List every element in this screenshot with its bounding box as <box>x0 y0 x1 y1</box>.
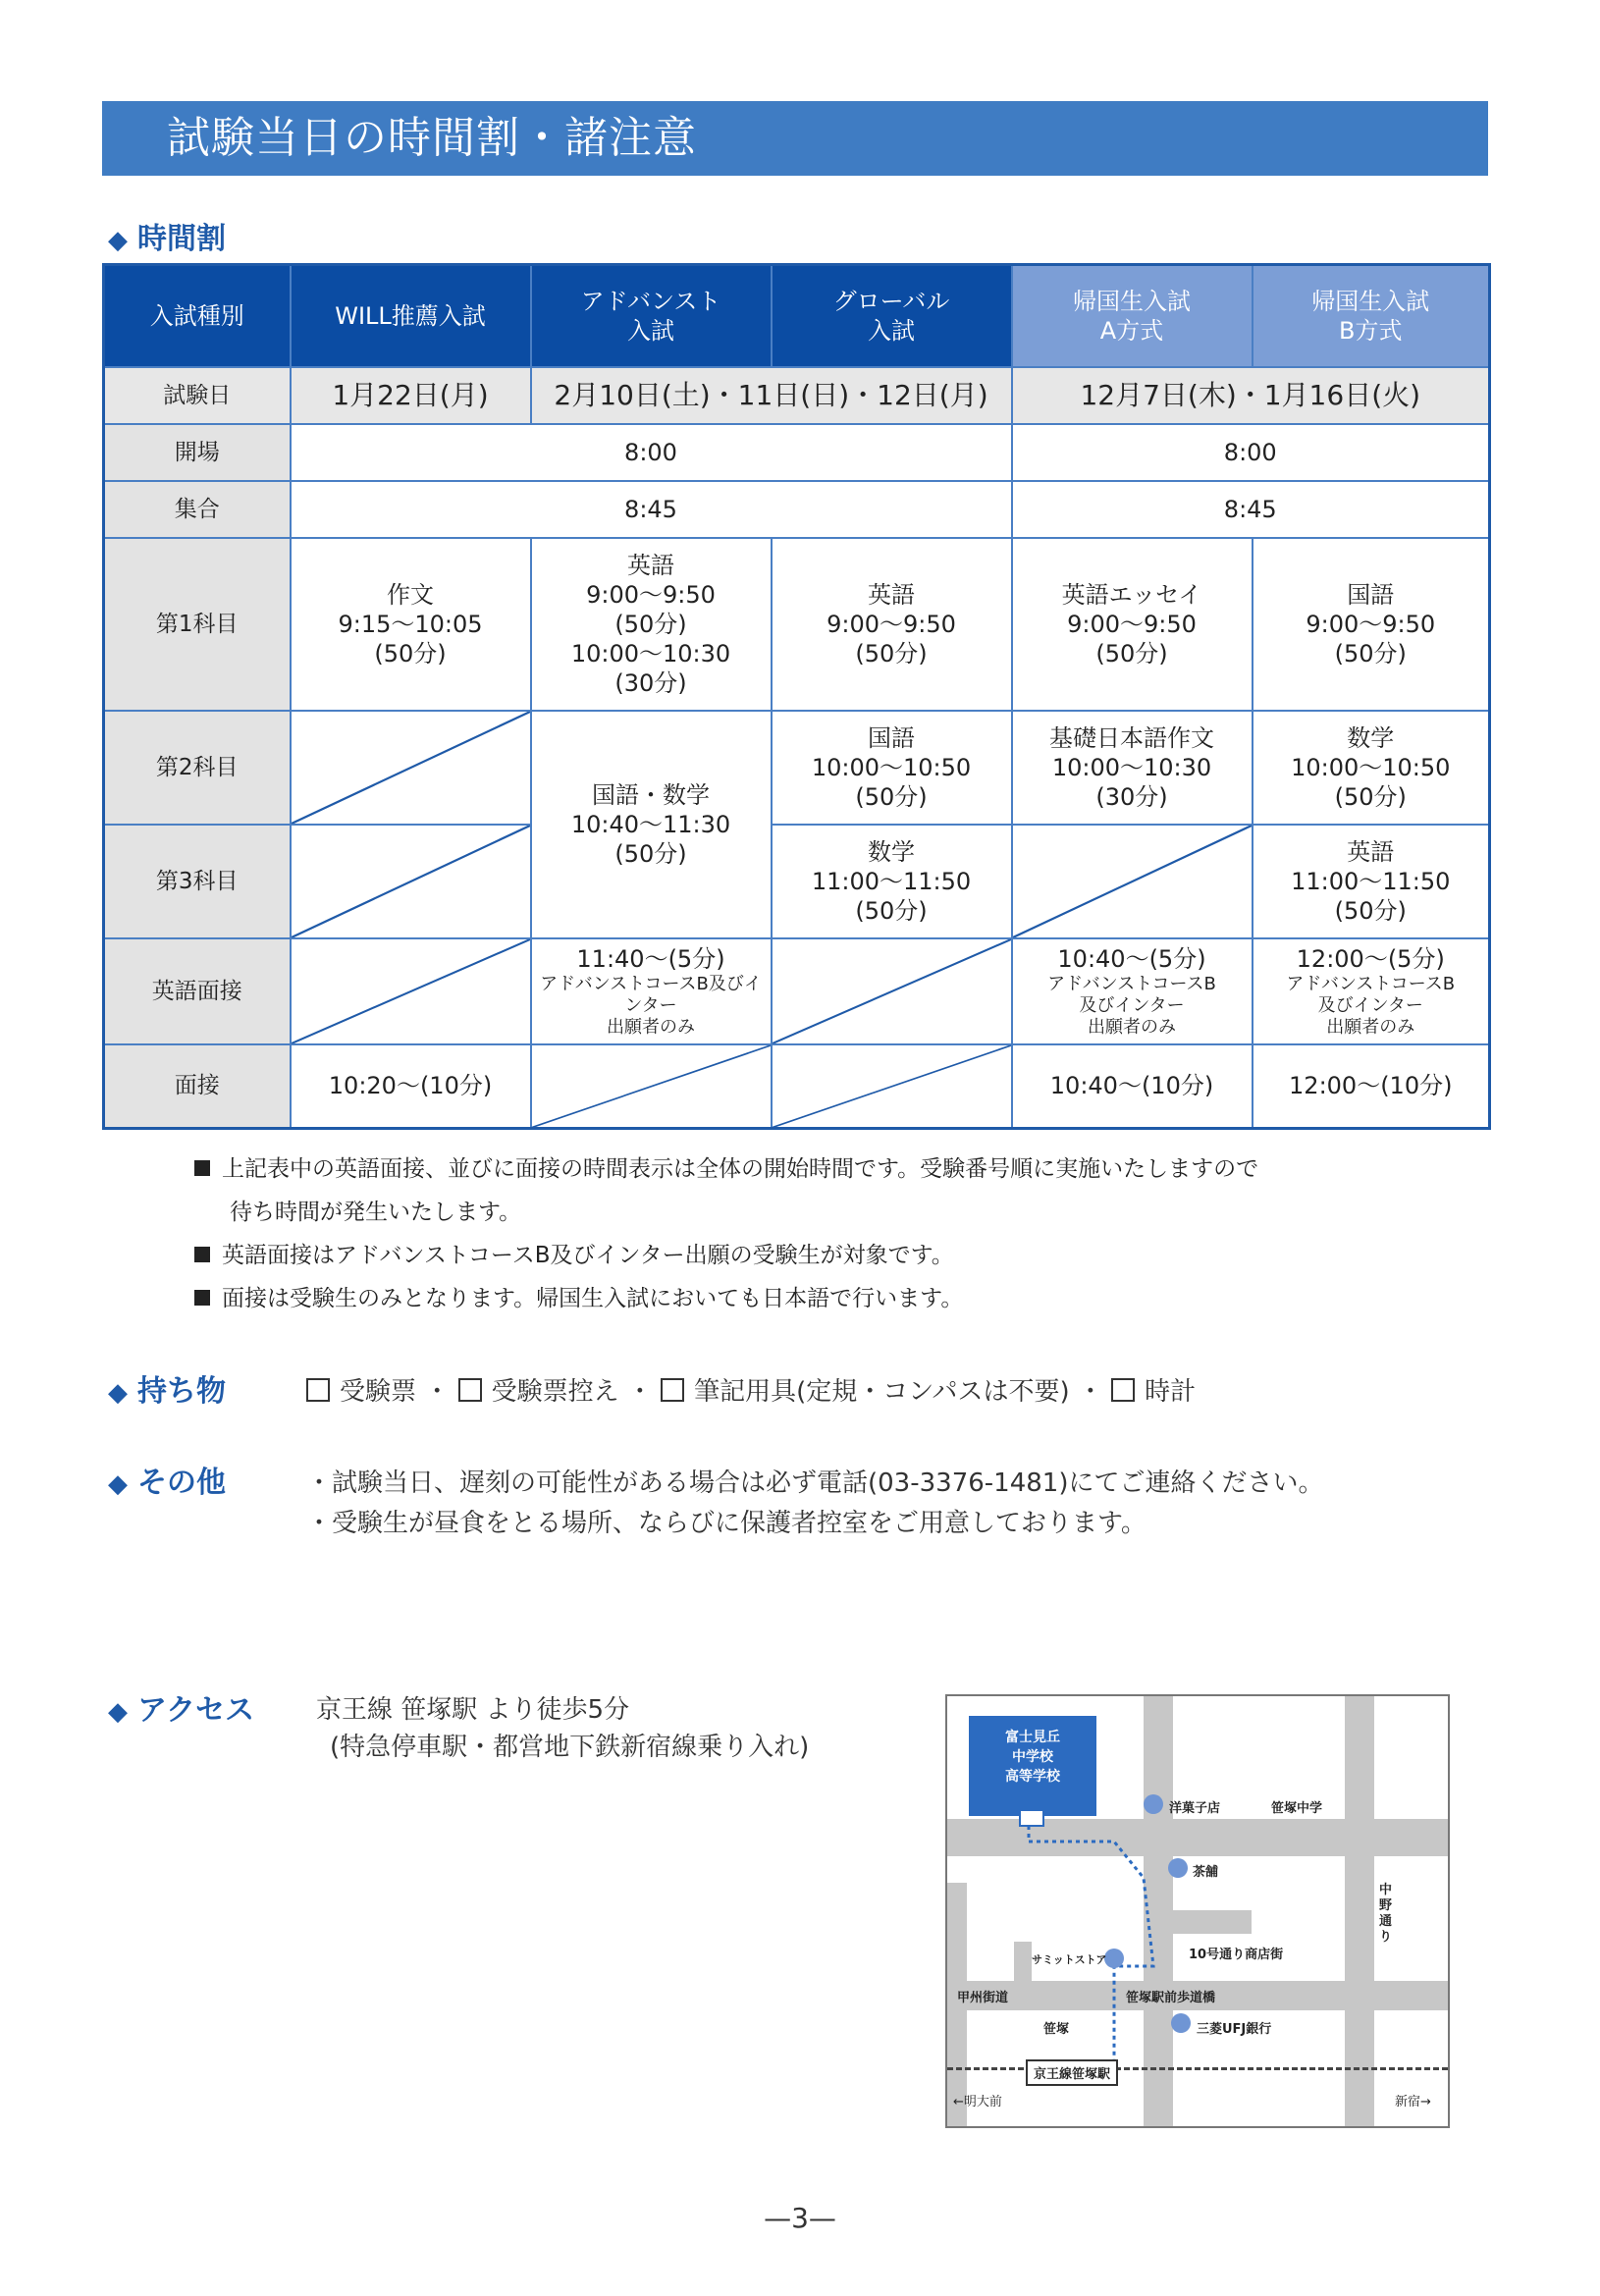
timetable-heading: ◆ 時間割 <box>108 222 226 256</box>
ei-will-empty <box>291 938 531 1044</box>
map-label-ekimae: 笹塚駅前歩道橋 <box>1126 1991 1216 2005</box>
s2-kikoku-a: 基礎日本語作文 10:00〜10:30 (30分) <box>1012 711 1253 825</box>
label-interview: 面接 <box>104 1044 291 1129</box>
checkbox-icon <box>458 1378 482 1402</box>
eng-interview-row <box>104 938 1490 1044</box>
date-row <box>104 367 1490 424</box>
s3-kikoku-a-empty <box>1012 825 1253 938</box>
iv-advanced-empty <box>531 1044 772 1129</box>
diagonal-slash <box>292 826 530 937</box>
date-kikoku: 12月7日(木)・1月16日(火) <box>1012 367 1490 424</box>
open-row <box>104 424 1490 481</box>
note-3: 面接は受験生のみとなります。帰国生入試においても日本語で行います。 <box>194 1277 963 1320</box>
other-heading: ◆ その他 <box>108 1466 226 1500</box>
open-left: 8:00 <box>291 424 1012 481</box>
map-label-tea: 茶舗 <box>1193 1865 1219 1880</box>
s1-advanced: 英語 9:00〜9:50 (50分) 10:00〜10:30 (30分) <box>531 538 772 711</box>
other-line-1: ・試験当日、遅刻の可能性がある場合は必ず電話(03-3376-1481)にてご連絡ください。 <box>306 1468 1324 1498</box>
iv-global-empty <box>772 1044 1012 1129</box>
square-bullet-icon <box>194 1247 210 1262</box>
s2-global: 国語 10:00〜10:50 (50分) <box>772 711 1012 825</box>
diagonal-slash <box>1013 826 1252 937</box>
diagonal-slash <box>292 712 530 824</box>
ei-advanced: 11:40〜(5分) アドバンストコースB及びインター 出願者のみ <box>531 938 772 1044</box>
s1-global: 英語 9:00〜9:50 (50分) <box>772 538 1012 711</box>
map-dot <box>1144 1794 1163 1814</box>
map-dot <box>1171 2013 1191 2033</box>
iv-will: 10:20〜(10分) <box>291 1044 531 1129</box>
iv-kikoku-b: 12:00〜(10分) <box>1253 1044 1490 1129</box>
label-subject1: 第1科目 <box>104 538 291 711</box>
square-bullet-icon <box>194 1160 210 1176</box>
access-line-1: 京王線 笹塚駅 より徒歩5分 <box>316 1695 630 1725</box>
checkbox-icon <box>1111 1378 1135 1402</box>
gather-left: 8:45 <box>291 481 1012 538</box>
ei-global-empty <box>772 938 1012 1044</box>
other-line-2: ・受験生が昼食をとる場所、ならびに保護者控室をご用意しております。 <box>306 1509 1147 1538</box>
page-number: —3— <box>764 2202 836 2234</box>
belongings-list: 受験票 ・ 受験票控え ・ 筆記用具(定規・コンパスは不要) ・ 時計 <box>306 1371 1196 1408</box>
timetable <box>102 263 1491 1130</box>
map-label-shotengai: 10号通り商店街 <box>1189 1948 1284 1962</box>
access-line-2: (特急停車駅・都営地下鉄新宿線乗り入れ) <box>330 1733 810 1762</box>
map-label-sweets: 洋菓子店 <box>1169 1801 1221 1816</box>
map-label-nakano: 中野通り <box>1379 1883 1393 1945</box>
label-subject3: 第3科目 <box>104 825 291 938</box>
header-kikoku-a: 帰国生入試 A方式 <box>1012 265 1253 367</box>
note-1-cont: 待ち時間が発生いたします。 <box>230 1200 522 1225</box>
date-adv-glob: 2月10日(土)・11日(日)・12日(月) <box>531 367 1012 424</box>
map-label-shinjuku: 新宿→ <box>1395 2095 1431 2109</box>
ei-kikoku-b: 12:00〜(5分) アドバンストコースB 及びインター 出願者のみ <box>1253 938 1490 1044</box>
map-dot <box>1104 1949 1124 1968</box>
map-label-meidaimae: ←明大前 <box>953 2095 1002 2109</box>
checkbox-icon <box>661 1378 684 1402</box>
header-type: 入試種別 <box>104 265 291 367</box>
belongings-heading: ◆ 持ち物 <box>108 1374 226 1409</box>
open-right: 8:00 <box>1012 424 1490 481</box>
gather-row <box>104 481 1490 538</box>
header-kikoku-b: 帰国生入試 B方式 <box>1253 265 1490 367</box>
subject1-row <box>104 538 1490 711</box>
header-global: グローバル 入試 <box>772 265 1012 367</box>
map-label-sasazuka: 笹塚 <box>1043 2022 1070 2037</box>
access-map <box>945 1694 1450 2128</box>
page-title: 試験当日の時間割・諸注意 <box>167 113 697 163</box>
diagonal-slash <box>292 939 530 1043</box>
square-bullet-icon <box>194 1290 210 1306</box>
header-row <box>104 265 1490 367</box>
page-title-banner <box>102 101 1488 176</box>
label-gather: 集合 <box>104 481 291 538</box>
map-label-summit: サミットストア <box>1032 1953 1107 1966</box>
diagonal-slash <box>773 939 1011 1043</box>
map-label-koshu: 甲州街道 <box>957 1991 1009 2005</box>
s2-kikoku-b: 数学 10:00〜10:50 (50分) <box>1253 711 1490 825</box>
map-dot <box>1168 1858 1188 1878</box>
label-open: 開場 <box>104 424 291 481</box>
interview-row <box>104 1044 1490 1129</box>
s2-advanced: 国語・数学 10:40〜11:30 (50分) <box>531 711 772 938</box>
header-advanced: アドバンスト 入試 <box>531 265 772 367</box>
s1-kikoku-b: 国語 9:00〜9:50 (50分) <box>1253 538 1490 711</box>
ei-kikoku-a: 10:40〜(5分) アドバンストコースB 及びインター 出願者のみ <box>1012 938 1253 1044</box>
s3-will-empty <box>291 825 531 938</box>
note-2: 英語面接はアドバンストコースB及びインター出願の受験生が対象です。 <box>194 1234 954 1277</box>
subject2-row <box>104 711 1490 825</box>
checkbox-icon <box>306 1378 330 1402</box>
access-heading: ◆ アクセス <box>108 1693 255 1728</box>
map-label-jhs: 笹塚中学 <box>1271 1801 1323 1816</box>
date-will: 1月22日(月) <box>291 367 531 424</box>
school-building: 富士見丘 中学校 高等学校 <box>969 1716 1096 1816</box>
diagonal-slash <box>773 1045 1011 1128</box>
map-label-bank: 三菱UFJ銀行 <box>1197 2022 1272 2037</box>
s3-global: 数学 11:00〜11:50 (50分) <box>772 825 1012 938</box>
gather-right: 8:45 <box>1012 481 1490 538</box>
s1-kikoku-a: 英語エッセイ 9:00〜9:50 (50分) <box>1012 538 1253 711</box>
s3-kikoku-b: 英語 11:00〜11:50 (50分) <box>1253 825 1490 938</box>
header-will: WILL推薦入試 <box>291 265 531 367</box>
s1-will: 作文 9:15〜10:05 (50分) <box>291 538 531 711</box>
map-label-station: 京王線笹塚駅 <box>1026 2059 1118 2086</box>
label-date: 試験日 <box>104 367 291 424</box>
diamond-icon: ◆ <box>108 1697 128 1727</box>
subject3-row <box>104 825 1490 938</box>
diagonal-slash <box>532 1045 771 1128</box>
iv-kikoku-a: 10:40〜(10分) <box>1012 1044 1253 1129</box>
diamond-icon: ◆ <box>108 1469 128 1499</box>
note-1: 上記表中の英語面接、並びに面接の時間表示は全体の開始時間です。受験番号順に実施いたしますので <box>194 1148 1258 1191</box>
diamond-icon: ◆ <box>108 1378 128 1408</box>
label-eng-interview: 英語面接 <box>104 938 291 1044</box>
diamond-icon: ◆ <box>108 226 128 255</box>
school-gate <box>1019 1809 1044 1827</box>
label-subject2: 第2科目 <box>104 711 291 825</box>
s2-will-empty <box>291 711 531 825</box>
